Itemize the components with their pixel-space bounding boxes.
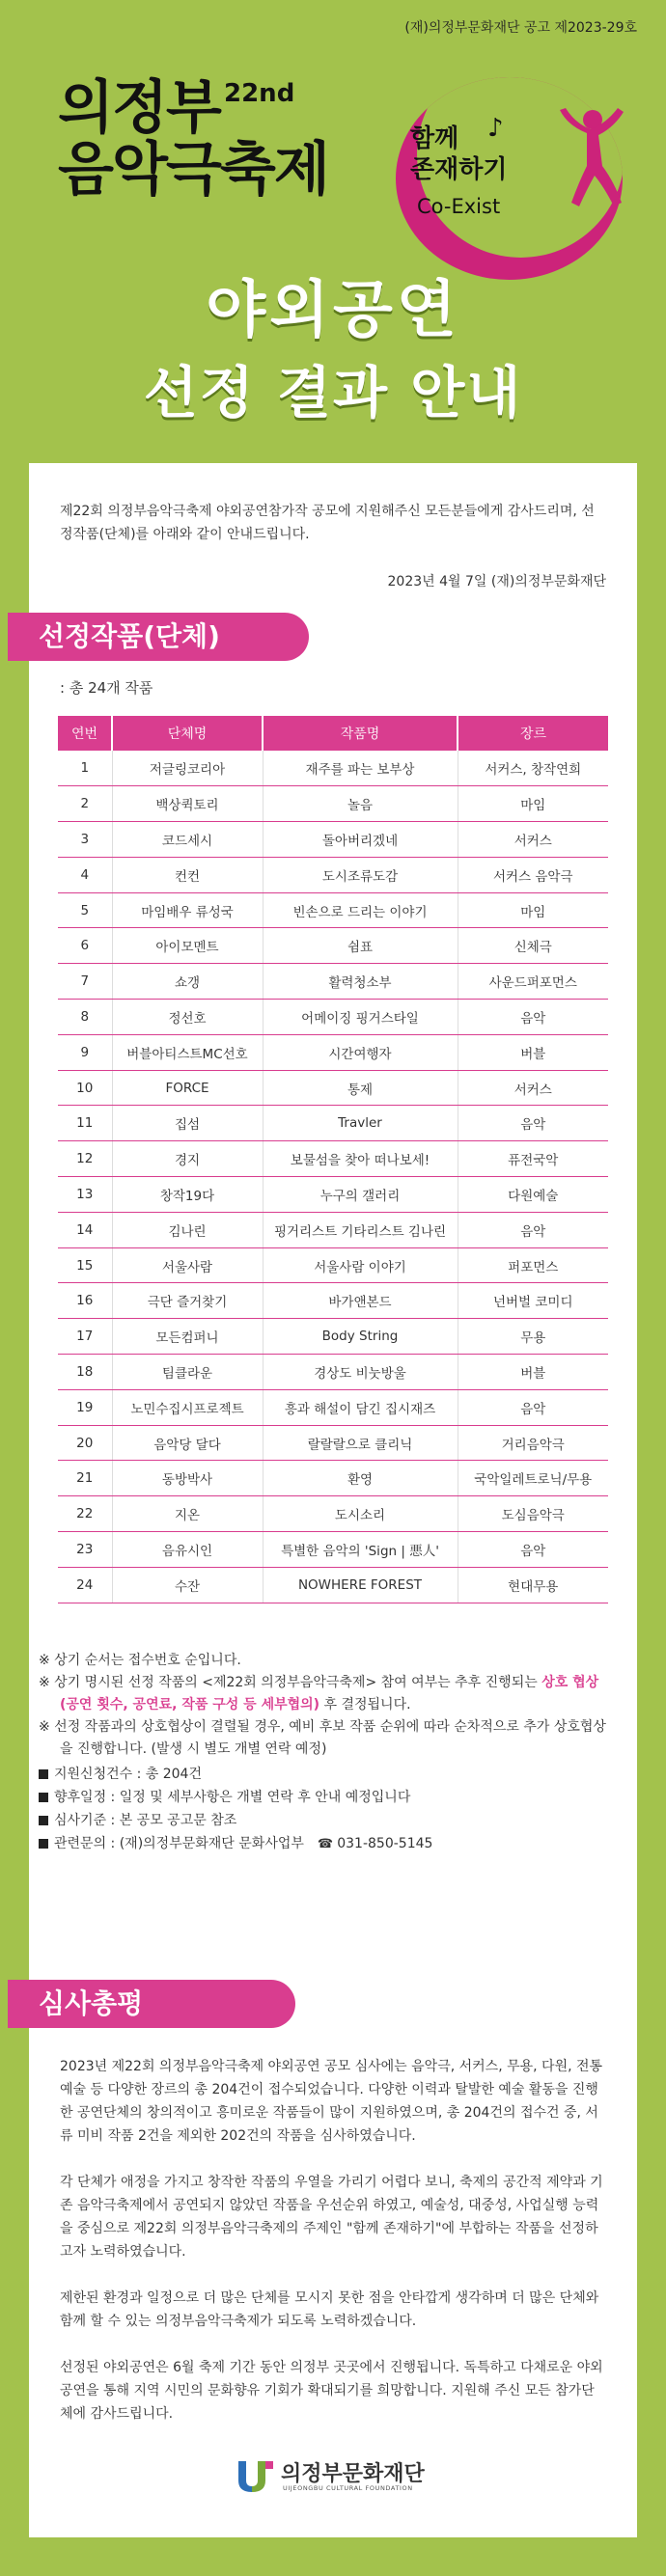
- content-card: [29, 463, 637, 2537]
- table-cell: 백상퀵토리: [112, 786, 263, 822]
- table-cell: 보물섬을 찾아 떠나보세!: [263, 1141, 458, 1177]
- table-cell: 서커스: [458, 1070, 608, 1106]
- table-cell: 창작19다: [112, 1177, 263, 1213]
- table-cell: 15: [58, 1247, 112, 1283]
- note: ※ 상기 명시된 선정 작품의 <제22회 의정부음악극축제> 참여 여부는 추후 진행되는 상호 협상 (공연 횟수, 공연료, 작품 구성 등 세부협의) 후 결정됩니다.: [39, 1675, 599, 1713]
- table-cell: 랄랄랄으로 클리닉: [263, 1425, 458, 1461]
- table-cell: 9: [58, 1034, 112, 1070]
- festival-edition: 22nd: [224, 79, 295, 108]
- note-highlight: 상호 협상 (공연 횟수, 공연료, 작품 구성 등 세부협의): [60, 1675, 599, 1713]
- table-row: [58, 822, 608, 858]
- table-cell: 통제: [263, 1070, 458, 1106]
- note: ※ 상기 순서는 접수번호 순입니다.: [39, 1653, 241, 1668]
- table-cell: 코드세시: [112, 822, 263, 858]
- table-cell: 음유시인: [112, 1532, 263, 1568]
- table-cell: 수잔: [112, 1567, 263, 1603]
- table-cell: 11: [58, 1106, 112, 1141]
- table-row: [58, 857, 608, 892]
- hero-banner: [0, 58, 666, 463]
- table-cell: 6: [58, 928, 112, 964]
- table-cell: 서커스 음악극: [458, 857, 608, 892]
- table-cell: 저글링코리아: [112, 751, 263, 786]
- music-note-icon: ♪: [487, 114, 504, 143]
- main-title-line2: 선정 결과 안내: [143, 360, 523, 425]
- table-row: [58, 1532, 608, 1568]
- column-header: 단체명: [112, 716, 263, 751]
- table-header-row: [58, 716, 608, 751]
- table-row: [58, 1319, 608, 1355]
- table-cell: 신체극: [458, 928, 608, 964]
- table-cell: 쉼표: [263, 928, 458, 964]
- table-row: [58, 1355, 608, 1390]
- review-paragraph: 선정된 야외공연은 6월 축제 기간 동안 의정부 곳곳에서 진행됩니다. 독특하고 다채로운 야외공연을 통해 지역 시민의 문화향유 기회가 확대되기를 희망합니다. 지원해 주신 모든 참가단체에 감사드립니다.: [60, 2360, 603, 2422]
- column-header: 장르: [458, 716, 608, 751]
- note: ※ 선정 작품과의 상호협상이 결렬될 경우, 예비 후보 작품 순위에 따라 순차적으로 추가 상호협상을 진행합니다. (발생 시 별도 개별 연락 예정): [39, 1719, 606, 1757]
- table-cell: 특별한 음악의 'Sign | 悪人': [263, 1532, 458, 1568]
- table-row: [58, 1000, 608, 1035]
- table-cell: 경지: [112, 1141, 263, 1177]
- review-paragraph: 각 단체가 애정을 가지고 창작한 작품의 우열을 가리기 어렵다 보니, 축제의 공간적 제약과 기존 음악극축제에서 공연되지 않았던 작품을 우선순위 하였고, 예술성, 대중성, 사업실행 능력을 중심으로 제22회 의정부음악극축제의 주제인 "함께 존재하기"에 부합하는 작품을 선정하고자 노력하였습니다.: [60, 2175, 603, 2260]
- table-cell: 동방박사: [112, 1461, 263, 1496]
- review-paragraph: 제한된 환경과 일정으로 더 많은 단체를 모시지 못한 점을 안타깝게 생각하며 더 많은 단체와 함께 할 수 있는 의정부음악극축제가 되도록 노력하겠습니다.: [60, 2290, 599, 2329]
- table-cell: 버블아티스트MC선호: [112, 1034, 263, 1070]
- table-cell: 무용: [458, 1319, 608, 1355]
- table-cell: 핑거리스트 기타리스트 김나린: [263, 1212, 458, 1247]
- table-cell: 쇼갱: [112, 964, 263, 1000]
- review-text: [60, 2055, 606, 2449]
- foundation-logo-icon: [236, 2457, 275, 2494]
- table-cell: 3: [58, 822, 112, 858]
- total-count: : 총 24개 작품: [60, 679, 153, 697]
- table-row: [58, 786, 608, 822]
- table-cell: 20: [58, 1425, 112, 1461]
- info-criteria: 심사기준 : 본 공모 공고문 참조: [39, 1809, 618, 1832]
- table-cell: 환영: [263, 1461, 458, 1496]
- table-cell: 지온: [112, 1496, 263, 1532]
- info-applicants: 지원신청건수 : 총 204건: [39, 1763, 618, 1786]
- table-cell: 버블: [458, 1355, 608, 1390]
- table-cell: 활력청소부: [263, 964, 458, 1000]
- table-cell: NOWHERE FOREST: [263, 1567, 458, 1603]
- table-cell: 정선호: [112, 1000, 263, 1035]
- column-header: 연번: [58, 716, 112, 751]
- table-cell: 도심음악극: [458, 1496, 608, 1532]
- table-cell: 시간여행자: [263, 1034, 458, 1070]
- table-cell: 서커스: [458, 822, 608, 858]
- table-cell: 8: [58, 1000, 112, 1035]
- table-row: [58, 1283, 608, 1319]
- table-cell: 노민수집시프로젝트: [112, 1389, 263, 1425]
- table-cell: 빈손으로 드리는 이야기: [263, 892, 458, 928]
- table-cell: 음악: [458, 1212, 608, 1247]
- table-cell: 음악: [458, 1106, 608, 1141]
- table-cell: 마임: [458, 786, 608, 822]
- table-cell: 음악: [458, 1532, 608, 1568]
- table-row: [58, 928, 608, 964]
- foundation-name-english: UIJEONGBU CULTURAL FOUNDATION: [283, 2484, 413, 2492]
- table-row: [58, 1461, 608, 1496]
- table-cell: 음악: [458, 1000, 608, 1035]
- table-cell: 흥과 해설이 담긴 집시재즈: [263, 1389, 458, 1425]
- table-cell: 팀클라운: [112, 1355, 263, 1390]
- info-list: [39, 1763, 618, 1856]
- table-row: [58, 1567, 608, 1603]
- table-cell: 사운드퍼포먼스: [458, 964, 608, 1000]
- table-cell: 24: [58, 1567, 112, 1603]
- table-cell: 현대무용: [458, 1567, 608, 1603]
- table-cell: 서울사람 이야기: [263, 1247, 458, 1283]
- contact-phone: 031-850-5145: [337, 1836, 433, 1851]
- column-header: 작품명: [263, 716, 458, 751]
- table-cell: 서커스, 창작연희: [458, 751, 608, 786]
- table-cell: 서울사람: [112, 1247, 263, 1283]
- table-cell: 16: [58, 1283, 112, 1319]
- table-cell: 12: [58, 1141, 112, 1177]
- table-cell: 7: [58, 964, 112, 1000]
- table-row: [58, 892, 608, 928]
- dancer-icon: [558, 106, 625, 212]
- table-cell: 바가앤본드: [263, 1283, 458, 1319]
- table-cell: 18: [58, 1355, 112, 1390]
- table-cell: 19: [58, 1389, 112, 1425]
- table-row: [58, 1212, 608, 1247]
- info-contact: 관련문의 : (재)의정부문화재단 문화사업부 ☎ 031-850-5145: [39, 1832, 618, 1856]
- table-row: [58, 1106, 608, 1141]
- info-schedule: 향후일정 : 일정 및 세부사항은 개별 연락 후 안내 예정입니다: [39, 1786, 618, 1809]
- table-cell: 23: [58, 1532, 112, 1568]
- table-cell: 14: [58, 1212, 112, 1247]
- table-cell: 음악: [458, 1389, 608, 1425]
- table-cell: 모든컴퍼니: [112, 1319, 263, 1355]
- table-cell: 김나린: [112, 1212, 263, 1247]
- table-cell: 도시소리: [263, 1496, 458, 1532]
- table-cell: 집섬: [112, 1106, 263, 1141]
- table-cell: 10: [58, 1070, 112, 1106]
- intro-text: 제22회 의정부음악극축제 야외공연참가작 공모에 지원해주신 모든분들에게 감사드리며, 선정작품(단체)를 아래와 같이 안내드립니다.: [60, 504, 595, 542]
- table-cell: 놀음: [263, 786, 458, 822]
- table-cell: 돌아버리겠네: [263, 822, 458, 858]
- notice-date: 2023년 4월 7일 (재)의정부문화재단: [387, 574, 606, 589]
- table-cell: 퓨전국악: [458, 1141, 608, 1177]
- table-cell: 22: [58, 1496, 112, 1532]
- table-cell: 재주를 파는 보부상: [263, 751, 458, 786]
- table-cell: 거리음악극: [458, 1425, 608, 1461]
- slogan-english: Co-Exist: [417, 195, 501, 218]
- table-cell: 극단 즐거찾기: [112, 1283, 263, 1319]
- table-cell: 마임배우 류성국: [112, 892, 263, 928]
- table-cell: 1: [58, 751, 112, 786]
- table-cell: 마임: [458, 892, 608, 928]
- table-row: [58, 1496, 608, 1532]
- table-cell: 2: [58, 786, 112, 822]
- table-cell: 넌버벌 코미디: [458, 1283, 608, 1319]
- telephone-icon: ☎: [317, 1837, 338, 1851]
- table-cell: 컨컨: [112, 857, 263, 892]
- selection-table: [58, 716, 608, 1603]
- table-row: [58, 1070, 608, 1106]
- festival-name: 의정부 음악극축제: [58, 74, 328, 204]
- table-cell: 국악일레트로닉/무용: [458, 1461, 608, 1496]
- table-row: [58, 1389, 608, 1425]
- review-paragraph: 2023년 제22회 의정부음악극축제 야외공연 공모 심사에는 음악극, 서커스, 무용, 다원, 전통예술 등 다양한 장르의 총 204건이 접수되었습니다. 다양한 이력과 탈발한 예술 활동을 진행한 공연단체의 창의적이고 흥미로운 작품들이 많이 지원하였으며, 총 204건의 접수건 중, 서류 미비 작품 2건을 제외한 202건의 작품을 심사하였습니다.: [60, 2059, 603, 2144]
- table-cell: 음악당 달다: [112, 1425, 263, 1461]
- table-cell: Body String: [263, 1319, 458, 1355]
- table-cell: 다원예술: [458, 1177, 608, 1213]
- section-heading-review: 심사총평: [8, 1980, 295, 2028]
- table-cell: Travler: [263, 1106, 458, 1141]
- table-row: [58, 964, 608, 1000]
- table-cell: FORCE: [112, 1070, 263, 1106]
- table-cell: 21: [58, 1461, 112, 1496]
- section-heading-selection: 선정작품(단체): [8, 613, 309, 661]
- notes: [39, 1650, 618, 1761]
- slogan: 함께 존재하기: [410, 124, 508, 184]
- table-cell: 17: [58, 1319, 112, 1355]
- table-row: [58, 751, 608, 786]
- table-cell: 아이모멘트: [112, 928, 263, 964]
- table-row: [58, 1247, 608, 1283]
- table-cell: 도시조류도감: [263, 857, 458, 892]
- table-cell: 버블: [458, 1034, 608, 1070]
- table-row: [58, 1177, 608, 1213]
- main-title-line1: 야외공연: [206, 275, 460, 346]
- table-cell: 어메이징 핑거스타일: [263, 1000, 458, 1035]
- foundation-name: 의정부문화재단: [281, 2462, 425, 2486]
- table-row: [58, 1034, 608, 1070]
- table-cell: 퍼포먼스: [458, 1247, 608, 1283]
- table-cell: 누구의 갤러리: [263, 1177, 458, 1213]
- table-cell: 경상도 비눗방울: [263, 1355, 458, 1390]
- table-row: [58, 1425, 608, 1461]
- table-cell: 4: [58, 857, 112, 892]
- notice-number: (재)의정부문화재단 공고 제2023-29호: [404, 20, 637, 36]
- table-cell: 13: [58, 1177, 112, 1213]
- table-cell: 5: [58, 892, 112, 928]
- table-row: [58, 1141, 608, 1177]
